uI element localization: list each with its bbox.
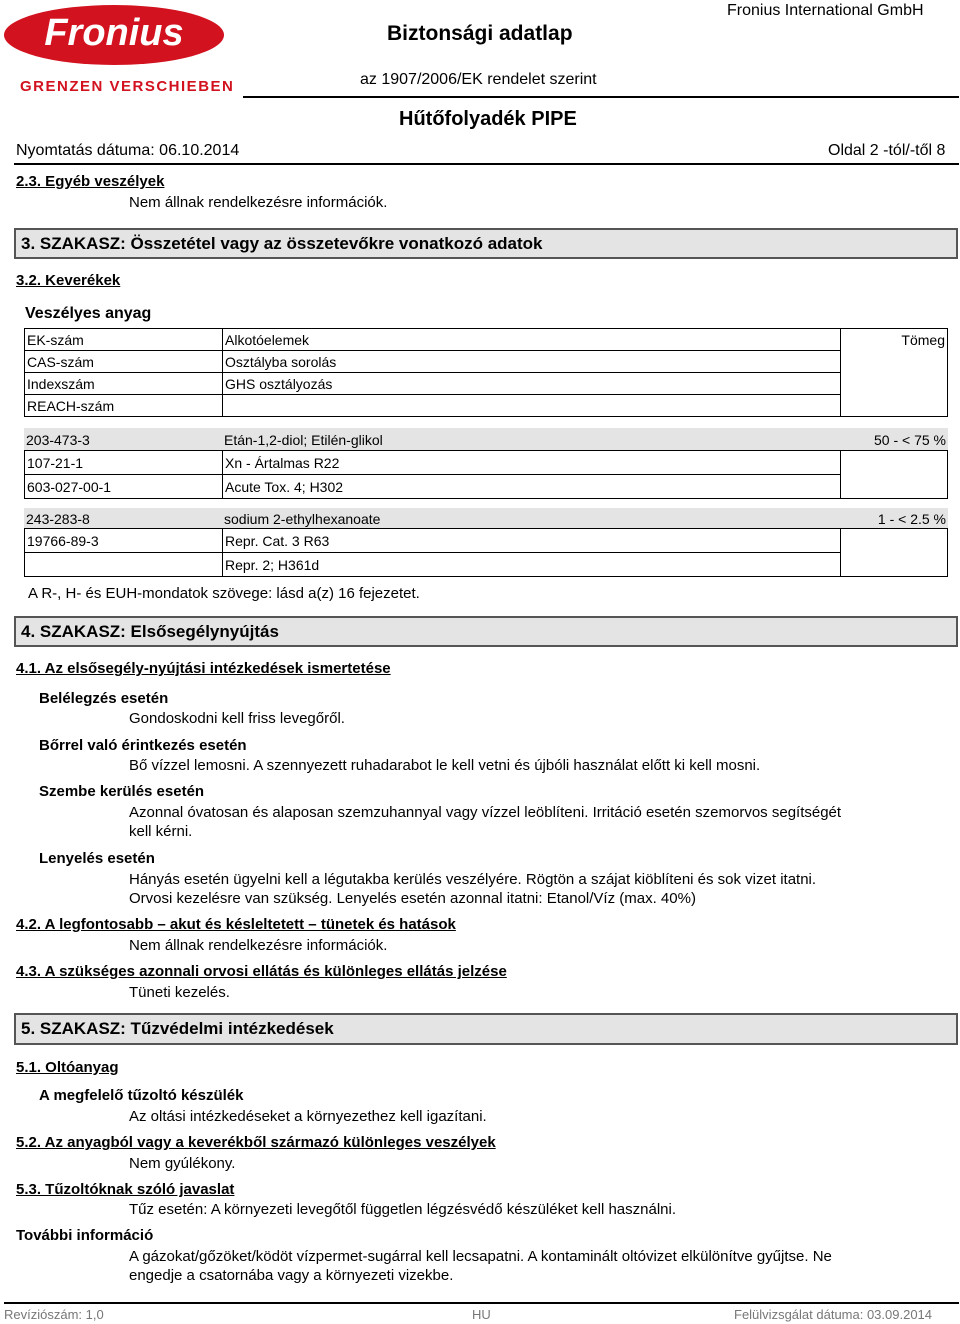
row2-ghs: Repr. 2; H361d	[222, 552, 840, 577]
col-classification: Osztályba sorolás	[222, 350, 840, 372]
row2-index	[24, 552, 222, 577]
footer-review-date: Felülvizsgálat dátuma: 03.09.2014	[734, 1307, 933, 1322]
text-4-3: Tüneti kezelés.	[129, 984, 230, 1001]
inhalation-text: Gondoskodni kell friss levegőről.	[129, 710, 345, 727]
row2-mass: 1 - < 2.5 %	[840, 508, 948, 528]
table-title: Veszélyes anyag	[25, 305, 152, 322]
product-name: Hűtőfolyadék PIPE	[399, 108, 577, 130]
col-component: Alkotóelemek	[222, 328, 840, 350]
more-info-heading: További információ	[16, 1227, 154, 1244]
document-title: Biztonsági adatlap	[387, 22, 573, 45]
fronius-logo	[3, 4, 225, 66]
heading-4-3: 4.3. A szükséges azonnali orvosi ellátás és különleges ellátás jelzése	[16, 963, 507, 980]
ingestion-text-1: Hányás esetén ügyelni kell a légutakba kerülés veszélyére. Rögtön a szájat kiöblíteni és sok vizet itatni.	[129, 871, 817, 888]
page-number: Oldal 2 -tól/-től 8	[828, 142, 946, 159]
heading-4-1: 4.1. Az elsősegély-nyújtási intézkedések ismertetése	[16, 660, 391, 677]
col-index: Indexszám	[24, 372, 222, 394]
text-5-2: Nem gyúlékony.	[129, 1155, 236, 1172]
section-3-bar: 3. SZAKASZ: Összetétel vagy az összetevőkre vonatkozó adatok	[14, 228, 958, 259]
heading-5-1: 5.1. Oltóanyag	[16, 1059, 119, 1076]
row1-cas: 107-21-1	[24, 450, 222, 474]
logo-text: Fronius	[44, 12, 184, 54]
col-reach: REACH-szám	[24, 394, 222, 417]
row2-name: sodium 2-ethylhexanoate	[222, 508, 840, 528]
row2-mass-empty	[840, 528, 948, 577]
print-date: Nyomtatás dátuma: 06.10.2014	[16, 142, 240, 159]
composition-table	[24, 328, 948, 578]
eye-text-2: kell kérni.	[129, 823, 193, 840]
text-4-2: Nem állnak rendelkezésre információk.	[129, 937, 388, 954]
row1-class: Xn - Ártalmas R22	[222, 450, 840, 474]
row2-ec: 243-283-8	[24, 508, 222, 528]
row2-cas: 19766-89-3	[24, 528, 222, 552]
more-info-text-1: A gázokat/gőzöket/ködöt vízpermet-sugárral kell lecsapatni. A kontaminált oltóvizet elkülönítve gyűjtse. Ne	[129, 1248, 832, 1265]
footer-language: HU	[472, 1307, 491, 1322]
section-5-bar: 5. SZAKASZ: Tűzvédelmi intézkedések	[14, 1013, 958, 1045]
logo-tagline: GRENZEN VERSCHIEBEN	[20, 78, 235, 95]
row1-mass: 50 - < 75 %	[840, 428, 948, 450]
skin-text: Bő vízzel lemosni. A szennyezett ruhadarabot le kell vetni és újbóli használat előtt ki kell mosni.	[129, 757, 761, 774]
col-ec: EK-szám	[24, 328, 222, 350]
text-5-3: Tűz esetén: A környezeti levegőtől független légzésvédő készüléket kell használni.	[129, 1201, 677, 1218]
col-ghs: GHS osztályozás	[222, 372, 840, 394]
col-cas: CAS-szám	[24, 350, 222, 372]
col-mass: Tömeg	[840, 328, 948, 417]
extinguisher-text: Az oltási intézkedéseket a környezethez kell igazítani.	[129, 1108, 487, 1125]
eye-text-1: Azonnal óvatosan és alaposan szemzuhannyal vagy vízzel leöblíteni. Irritáció esetén szemorvos segítségét	[129, 804, 842, 821]
table-note: A R-, H- és EUH-mondatok szövege: lásd a(z) 16 fejezetet.	[28, 585, 420, 602]
row2-class: Repr. Cat. 3 R63	[222, 528, 840, 552]
row1-ghs: Acute Tox. 4; H302	[222, 474, 840, 499]
regulation: az 1907/2006/EK rendelet szerint	[360, 71, 597, 88]
heading-4-2: 4.2. A legfontosabb – akut és késleltetett – tünetek és hatások	[16, 916, 456, 933]
skin-heading: Bőrrel való érintkezés esetén	[39, 737, 247, 754]
col-empty	[222, 394, 840, 417]
heading-5-2: 5.2. Az anyagból vagy a keverékből származó különleges veszélyek	[16, 1134, 496, 1151]
heading-5-3: 5.3. Tűzoltóknak szóló javaslat	[16, 1181, 235, 1198]
row1-mass-empty	[840, 450, 948, 499]
footer-revision: Revíziószám: 1,0	[4, 1307, 104, 1322]
row1-ec: 203-473-3	[24, 428, 222, 450]
more-info-text-2: engedje a csatornába vagy a környezeti vizekbe.	[129, 1267, 454, 1284]
row1-name: Etán-1,2-diol; Etilén-glikol	[222, 428, 840, 450]
eye-heading: Szembe kerülés esetén	[39, 783, 205, 800]
company-name: Fronius International GmbH	[727, 2, 924, 19]
table-row	[24, 508, 948, 580]
ingestion-text-2: Orvosi kezelésre van szükség. Lenyelés esetén azonnal itatni: Etanol/Víz (max. 40%)	[129, 890, 696, 907]
heading-3-2: 3.2. Keverékek	[16, 272, 121, 289]
extinguisher-heading: A megfelelő tűzoltó készülék	[39, 1087, 244, 1104]
inhalation-heading: Belélegzés esetén	[39, 690, 169, 707]
row1-index: 603-027-00-1	[24, 474, 222, 499]
ingestion-heading: Lenyelés esetén	[39, 850, 155, 867]
section-4-bar: 4. SZAKASZ: Elsősegélynyújtás	[14, 616, 958, 647]
text-2-3: Nem állnak rendelkezésre információk.	[129, 194, 388, 211]
table-row	[24, 428, 948, 501]
heading-2-3: 2.3. Egyéb veszélyek	[16, 173, 165, 190]
